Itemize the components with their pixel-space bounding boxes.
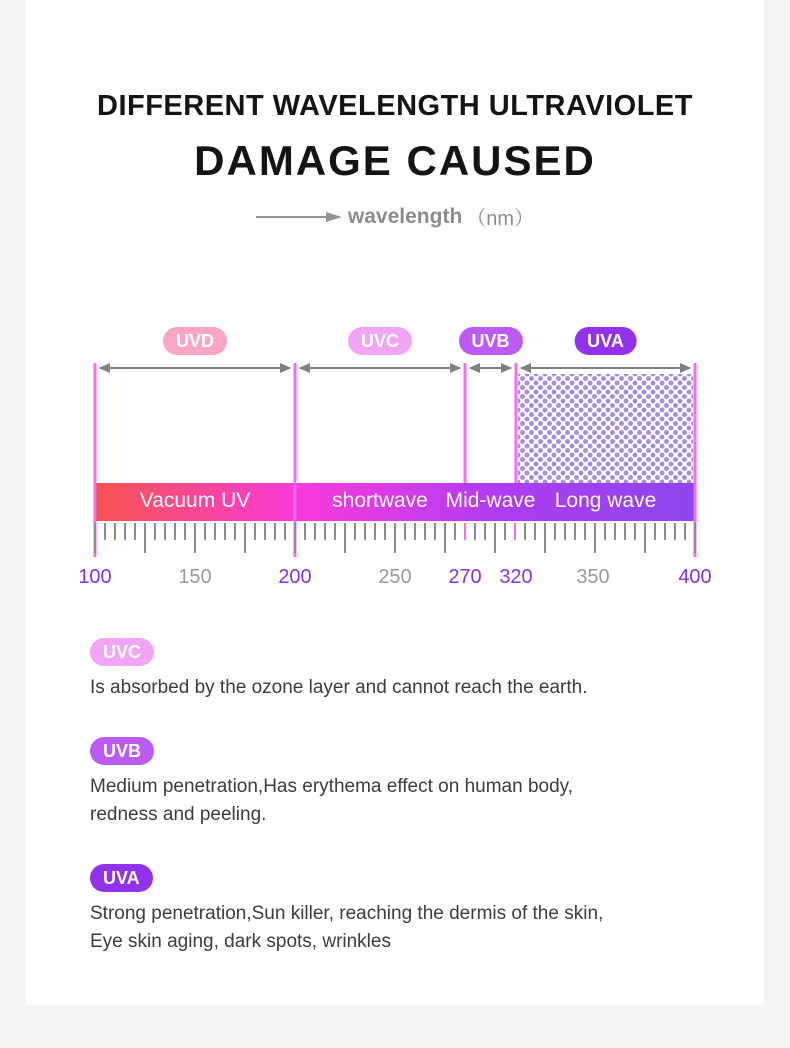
arrow-head-right-icon (501, 363, 512, 373)
ruler-tick (264, 523, 266, 540)
axis-number-200: 200 (278, 566, 312, 588)
range-arrow-uvd (100, 367, 290, 369)
ruler-tick (154, 523, 156, 540)
ruler-tick (534, 523, 536, 540)
ruler-tick (274, 523, 276, 540)
axis-number-100: 100 (78, 566, 112, 588)
band-badge-uvd: UVD (163, 327, 227, 355)
ruler-tick (474, 523, 476, 540)
ruler-tick (514, 523, 516, 540)
ruler-tick (294, 523, 296, 553)
bar-label-uva: Long wave (554, 489, 657, 512)
axis-number-400: 400 (678, 566, 712, 588)
bar-label-uvc: shortwave (332, 489, 428, 512)
ruler-tick (484, 523, 486, 540)
ruler-tick (304, 523, 306, 540)
arrow-head-left-icon (99, 363, 110, 373)
ruler-tick (354, 523, 356, 540)
ruler-tick (684, 523, 686, 540)
axis-number-270: 270 (448, 566, 482, 588)
arrow-head-right-icon (450, 363, 461, 373)
scale-line-short (464, 363, 467, 483)
band-badge-uvb: UVB (458, 327, 522, 355)
ruler-tick (694, 523, 696, 553)
ruler-tick (654, 523, 656, 540)
uva-dot-pattern (518, 374, 693, 483)
scale-line-short (515, 363, 518, 483)
section-badge-uvb: UVB (90, 737, 154, 765)
range-arrow-uvc (300, 367, 460, 369)
wavelength-unit: （nm） (466, 208, 535, 230)
ruler-tick (404, 523, 406, 540)
section-text-line: Is absorbed by the ozone layer and cannot reach the earth. (90, 677, 588, 698)
ruler-tick (224, 523, 226, 540)
arrow-head-left-icon (520, 363, 531, 373)
ruler-tick (494, 523, 496, 553)
ruler-tick (334, 523, 336, 540)
ruler-tick (124, 523, 126, 540)
ruler-tick (594, 523, 596, 553)
ruler-tick (234, 523, 236, 540)
ruler-tick (214, 523, 216, 540)
ruler-tick (104, 523, 106, 540)
arrow-head-right-icon (680, 363, 691, 373)
bar-label-uvd: Vacuum UV (139, 489, 251, 512)
ruler-tick (574, 523, 576, 540)
bar-label-uvb: Mid-wave (445, 489, 536, 512)
axis-number-350: 350 (576, 566, 610, 588)
section-text-line: Strong penetration,Sun killer, reaching the dermis of the skin, (90, 903, 604, 924)
ruler-tick (244, 523, 246, 553)
ruler-tick (194, 523, 196, 553)
ruler-tick (174, 523, 176, 540)
ruler-tick (504, 523, 506, 540)
ruler-tick (644, 523, 646, 553)
ruler-tick (554, 523, 556, 540)
ruler-tick (324, 523, 326, 540)
section-text-line: Medium penetration,Has erythema effect on human body, (90, 776, 574, 797)
ruler-tick (184, 523, 186, 540)
ruler-tick (364, 523, 366, 540)
ruler-tick (414, 523, 416, 540)
wavelength-caption: wavelength (347, 204, 463, 228)
section-badge-uvc: UVC (90, 638, 154, 666)
ruler-tick (604, 523, 606, 540)
ruler-tick (344, 523, 346, 553)
arrow-head-left-icon (299, 363, 310, 373)
page-title-line1: DIFFERENT WAVELENGTH ULTRAVIOLET (97, 90, 693, 122)
ruler-tick (664, 523, 666, 540)
section-badge-uva: UVA (90, 864, 153, 892)
uv-section-uvc (90, 638, 726, 702)
ruler-tick (584, 523, 586, 540)
ruler-tick (454, 523, 456, 540)
section-text-line: Eye skin aging, dark spots, wrinkles (90, 931, 391, 952)
ruler-tick (634, 523, 636, 540)
ruler-tick (564, 523, 566, 540)
axis-number-150: 150 (178, 566, 212, 588)
range-arrow-uva (521, 367, 690, 369)
section-text-line: redness and peeling. (90, 804, 267, 825)
range-arrow-uvb (470, 367, 511, 369)
ruler-tick (444, 523, 446, 553)
arrow-head-left-icon (469, 363, 480, 373)
axis-number-250: 250 (378, 566, 412, 588)
ruler-tick (204, 523, 206, 540)
ruler-tick (384, 523, 386, 540)
ruler-tick (394, 523, 396, 553)
uv-section-uva (90, 864, 726, 956)
ruler-tick (464, 523, 466, 540)
axis-number-320: 320 (499, 566, 533, 588)
band-badge-uva: UVA (574, 327, 637, 355)
ruler-tick (434, 523, 436, 540)
ruler-tick (164, 523, 166, 540)
ruler-tick (134, 523, 136, 540)
ruler-tick (94, 523, 96, 553)
ruler-tick (254, 523, 256, 540)
ruler-tick (624, 523, 626, 540)
infographic-card (26, 0, 764, 1005)
ruler-tick (674, 523, 676, 540)
band-badge-uvc: UVC (348, 327, 412, 355)
ruler-tick (284, 523, 286, 540)
ruler-tick (424, 523, 426, 540)
ruler-tick (114, 523, 116, 540)
uv-info-sections (90, 638, 726, 991)
ruler-tick (144, 523, 146, 553)
ruler-tick (374, 523, 376, 540)
ruler-tick (614, 523, 616, 540)
arrow-head-right-icon (280, 363, 291, 373)
ruler-tick (544, 523, 546, 553)
ruler-tick (314, 523, 316, 540)
ruler-tick (524, 523, 526, 540)
page-title-line2: DAMAGE CAUSED (194, 137, 596, 184)
wavelength-diagram (26, 0, 764, 610)
uv-section-uvb (90, 737, 726, 829)
